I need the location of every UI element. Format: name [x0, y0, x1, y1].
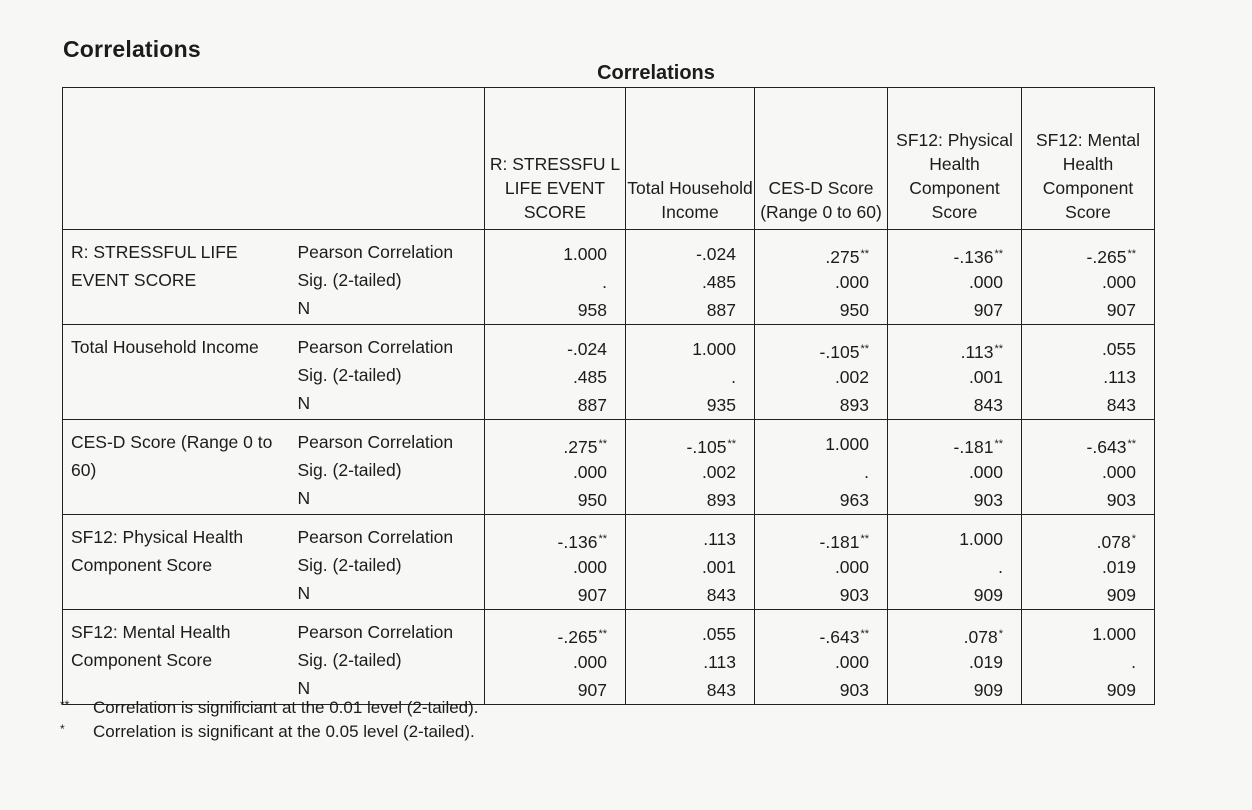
pearson-correlation-value	[888, 240, 1003, 268]
significance-mark: **	[1127, 438, 1136, 450]
n-value: 843	[973, 395, 1003, 415]
correlation-number: -.265	[1086, 247, 1127, 267]
significance-mark: **	[1127, 248, 1136, 260]
stat-label: Pearson Correlation	[297, 242, 454, 262]
header-corner	[63, 88, 485, 230]
sig-value: .	[998, 557, 1003, 577]
value-cell	[755, 420, 888, 515]
value-cell	[888, 610, 1022, 705]
sig-value: .000	[1101, 272, 1136, 292]
value-cell	[755, 610, 888, 705]
column-header: SF12: Physical Health Component Score	[888, 88, 1022, 230]
sig-value: .485	[572, 367, 607, 387]
footnote-mark: **	[60, 698, 70, 712]
correlation-number: -.024	[567, 339, 607, 359]
n-value: 907	[577, 680, 607, 700]
pearson-correlation-value	[485, 335, 607, 363]
value-cell	[626, 515, 755, 610]
sig-value: .	[731, 367, 736, 387]
footnotes	[60, 696, 479, 744]
sig-value: .000	[572, 557, 607, 577]
correlation-number: .078	[1096, 532, 1131, 552]
n-value: 893	[839, 395, 869, 415]
stat-label: Sig. (2-tailed)	[297, 555, 402, 575]
stat-label: N	[297, 583, 311, 603]
table-row	[63, 610, 1155, 705]
column-header: Total Household Income	[626, 88, 755, 230]
footnote-text: Correlation is significant at the 0.05 level (2-tailed).	[93, 722, 475, 741]
stat-labels	[298, 230, 485, 325]
pearson-correlation-value	[626, 240, 736, 268]
sig-value: .	[1131, 652, 1136, 672]
value-cell	[1022, 325, 1155, 420]
table-row	[63, 420, 1155, 515]
n-value: 903	[839, 680, 869, 700]
sig-value: .000	[1101, 462, 1136, 482]
correlation-number: .275	[563, 437, 598, 457]
pearson-correlation-value	[1022, 430, 1136, 458]
stat-label: Pearson Correlation	[297, 432, 454, 452]
correlation-number: -.105	[819, 342, 860, 362]
n-value: 843	[706, 585, 736, 605]
correlation-number: -.181	[953, 437, 994, 457]
stat-label: Sig. (2-tailed)	[297, 650, 402, 670]
sig-value: .113	[703, 652, 736, 672]
column-header: R: STRESSFU L LIFE EVENT SCORE	[485, 88, 626, 230]
significance-mark: **	[860, 248, 869, 260]
sig-value: .	[602, 272, 607, 292]
section-heading: Correlations	[63, 36, 201, 62]
pearson-correlation-value	[755, 525, 869, 553]
n-value: 843	[1106, 395, 1136, 415]
n-value: 909	[1106, 585, 1136, 605]
row-label: SF12: Physical Health Component Score	[63, 515, 298, 610]
value-cell	[1022, 420, 1155, 515]
pearson-correlation-value	[755, 430, 869, 458]
n-value: 903	[973, 490, 1003, 510]
correlation-number: .055	[1101, 339, 1136, 359]
correlation-number: .055	[701, 624, 736, 644]
n-value: 907	[1106, 300, 1136, 320]
stat-labels	[298, 610, 485, 705]
n-value: 903	[839, 585, 869, 605]
value-cell	[1022, 515, 1155, 610]
value-cell	[626, 230, 755, 325]
pearson-correlation-value	[888, 620, 1003, 648]
pearson-correlation-value	[485, 240, 607, 268]
table-row	[63, 515, 1155, 610]
sig-value: .000	[572, 462, 607, 482]
pearson-correlation-value	[1022, 335, 1136, 363]
correlation-table	[62, 87, 1155, 705]
n-value: 907	[973, 300, 1003, 320]
stat-label: N	[297, 393, 311, 413]
value-cell	[755, 325, 888, 420]
stat-labels	[298, 420, 485, 515]
n-value: 903	[1106, 490, 1136, 510]
pearson-correlation-value	[755, 620, 869, 648]
value-cell	[755, 515, 888, 610]
pearson-correlation-value	[626, 335, 736, 363]
correlation-number: 1.000	[692, 339, 736, 359]
sig-value: .002	[834, 367, 869, 387]
correlation-number: 1.000	[825, 434, 869, 454]
sig-value: .000	[968, 462, 1003, 482]
n-value: 963	[839, 490, 869, 510]
value-cell	[888, 420, 1022, 515]
sig-value: .019	[1101, 557, 1136, 577]
pearson-correlation-value	[485, 525, 607, 553]
sig-value: .	[864, 462, 869, 482]
value-cell	[1022, 610, 1155, 705]
value-cell	[888, 230, 1022, 325]
correlation-number: -.136	[953, 247, 994, 267]
table-title: Correlations	[597, 62, 715, 84]
n-value: 909	[973, 680, 1003, 700]
significance-mark: **	[994, 248, 1003, 260]
stat-labels	[298, 325, 485, 420]
stat-label: N	[297, 298, 311, 318]
sig-value: .000	[834, 557, 869, 577]
value-cell	[888, 325, 1022, 420]
value-cell	[485, 230, 626, 325]
sig-value: .000	[834, 652, 869, 672]
stat-label: Pearson Correlation	[297, 337, 454, 357]
significance-mark: *	[1131, 533, 1136, 545]
row-label: R: STRESSFUL LIFE EVENT SCORE	[63, 230, 298, 325]
footnote-mark: *	[60, 722, 65, 736]
significance-mark: **	[727, 438, 736, 450]
value-cell	[1022, 230, 1155, 325]
stat-label: N	[297, 678, 311, 698]
sig-value: .019	[968, 652, 1003, 672]
sig-value: .002	[701, 462, 736, 482]
significance-mark: **	[598, 533, 607, 545]
significance-mark: **	[860, 533, 869, 545]
stat-labels	[298, 515, 485, 610]
footnote	[60, 720, 479, 744]
correlation-number: -.181	[819, 532, 860, 552]
significance-mark: **	[598, 438, 607, 450]
significance-mark: **	[860, 343, 869, 355]
value-cell	[626, 420, 755, 515]
value-cell	[485, 515, 626, 610]
sig-value: .113	[1103, 367, 1136, 387]
correlation-number: .078	[963, 627, 998, 647]
footnote-text: Correlation is significiant at the 0.01 level (2-tailed).	[93, 698, 479, 717]
pearson-correlation-value	[1022, 525, 1136, 553]
n-value: 958	[577, 300, 607, 320]
sig-value: .000	[572, 652, 607, 672]
stat-label: N	[297, 488, 311, 508]
significance-mark: *	[998, 628, 1003, 640]
row-label: SF12: Mental Health Component Score	[63, 610, 298, 705]
sig-value: .001	[701, 557, 736, 577]
n-value: 935	[706, 395, 736, 415]
significance-mark: **	[994, 343, 1003, 355]
correlation-number: 1.000	[563, 244, 607, 264]
footnote	[60, 696, 479, 720]
correlation-number: -.136	[557, 532, 598, 552]
value-cell	[626, 610, 755, 705]
correlation-number: .113	[703, 529, 736, 549]
n-value: 887	[706, 300, 736, 320]
correlation-number: 1.000	[959, 529, 1003, 549]
n-value: 843	[706, 680, 736, 700]
correlation-number: -.105	[686, 437, 727, 457]
table-row	[63, 325, 1155, 420]
significance-mark: **	[860, 628, 869, 640]
n-value: 893	[706, 490, 736, 510]
pearson-correlation-value	[485, 430, 607, 458]
pearson-correlation-value	[1022, 620, 1136, 648]
stat-label: Pearson Correlation	[297, 622, 454, 642]
sig-value: .001	[968, 367, 1003, 387]
n-value: 950	[839, 300, 869, 320]
correlation-number: .113	[960, 342, 994, 362]
correlation-number: 1.000	[1092, 624, 1136, 644]
table-row	[63, 230, 1155, 325]
correlation-number: -.643	[1086, 437, 1127, 457]
sig-value: .485	[701, 272, 736, 292]
value-cell	[626, 325, 755, 420]
value-cell	[888, 515, 1022, 610]
stat-label: Pearson Correlation	[297, 527, 454, 547]
n-value: 909	[973, 585, 1003, 605]
n-value: 887	[577, 395, 607, 415]
value-cell	[755, 230, 888, 325]
correlation-number: .275	[825, 247, 860, 267]
significance-mark: **	[598, 628, 607, 640]
n-value: 950	[577, 490, 607, 510]
significance-mark: **	[994, 438, 1003, 450]
pearson-correlation-value	[888, 525, 1003, 553]
pearson-correlation-value	[755, 335, 869, 363]
pearson-correlation-value	[626, 525, 736, 553]
stat-label: Sig. (2-tailed)	[297, 365, 402, 385]
pearson-correlation-value	[1022, 240, 1136, 268]
pearson-correlation-value	[626, 620, 736, 648]
value-cell	[485, 610, 626, 705]
sig-value: .000	[968, 272, 1003, 292]
row-label: CES-D Score (Range 0 to 60)	[63, 420, 298, 515]
value-cell	[485, 325, 626, 420]
column-header: CES-D Score (Range 0 to 60)	[755, 88, 888, 230]
correlation-number: -.265	[557, 627, 598, 647]
n-value: 907	[577, 585, 607, 605]
correlation-number: -.643	[819, 627, 860, 647]
header-row	[63, 88, 1155, 230]
stat-label: Sig. (2-tailed)	[297, 270, 402, 290]
value-cell	[485, 420, 626, 515]
sig-value: .000	[834, 272, 869, 292]
n-value: 909	[1106, 680, 1136, 700]
pearson-correlation-value	[626, 430, 736, 458]
pearson-correlation-value	[485, 620, 607, 648]
pearson-correlation-value	[755, 240, 869, 268]
pearson-correlation-value	[888, 430, 1003, 458]
column-header: SF12: Mental Health Component Score	[1022, 88, 1155, 230]
pearson-correlation-value	[888, 335, 1003, 363]
correlation-number: -.024	[696, 244, 736, 264]
row-label: Total Household Income	[63, 325, 298, 420]
stat-label: Sig. (2-tailed)	[297, 460, 402, 480]
